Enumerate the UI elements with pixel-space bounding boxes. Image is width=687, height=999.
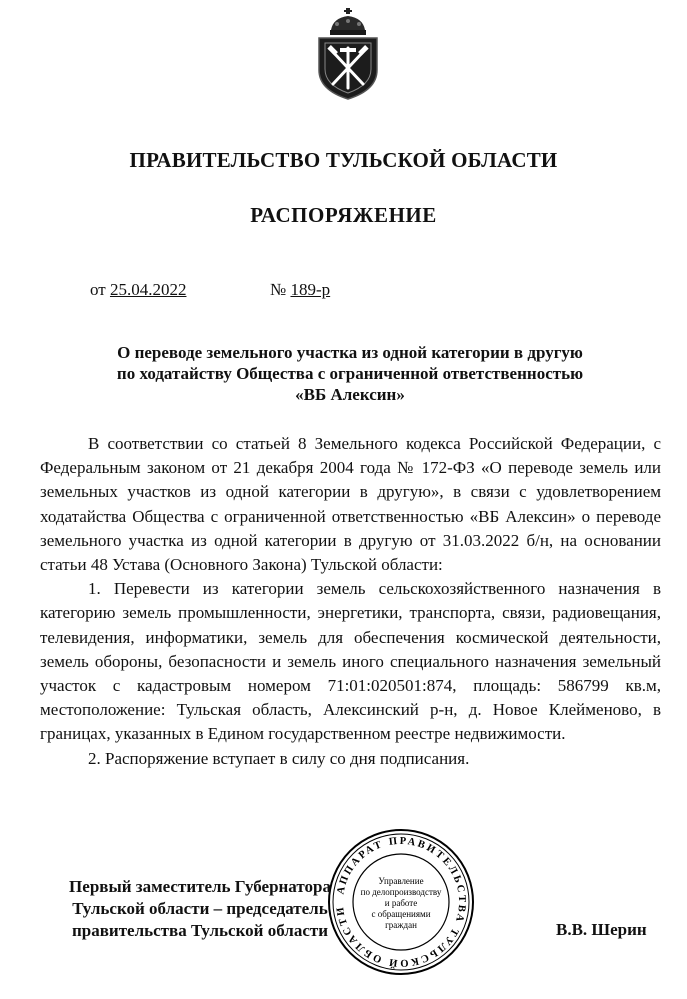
signer-title-line: Первый заместитель Губернатора <box>69 877 331 896</box>
signer-title-line: Тульской области – председатель <box>72 899 328 918</box>
document-body <box>40 432 661 771</box>
stamp-line: Управление <box>378 876 424 886</box>
number-prefix: № <box>270 280 287 299</box>
stamp-line: и работе <box>384 898 418 908</box>
stamp-line: по делопроизводству <box>360 887 442 897</box>
subject-line: по ходатайству Общества с ограниченной ответственностью <box>116 364 584 383</box>
date-value: 25.04.2022 <box>109 280 187 299</box>
organization-title: ПРАВИТЕЛЬСТВО ТУЛЬСКОЙ ОБЛАСТИ <box>129 148 558 172</box>
signer-title-line: правительства Тульской области <box>71 921 329 940</box>
subject-line: «ВБ Алексин» <box>295 385 405 404</box>
document-type: РАСПОРЯЖЕНИЕ <box>250 203 437 227</box>
body-paragraph-item-2: 2. Распоряжение вступает в силу со дня подписания. <box>88 748 470 768</box>
document-number <box>270 280 330 300</box>
stamp-line: граждан <box>385 920 417 930</box>
stamp-line: с обращениями <box>371 909 431 919</box>
body-paragraph-item-1: 1. Перевести из категории земель сельскохозяйственного назначения в категорию земель промышленности, энергетики, транспорта, связи, радиовещания, телевидения, информатики, земель для обеспечения космической деятельности, земель обороны, безопасности и земель иного специального назначения земельный участок с кадастровым номером 71:01:020501:874, площадь: 586799 кв.м, местоположение: Тульская область, Алексинский р-н, д. Новое Клейменово, в границах, указанных в Едином государственном реестре недвижимости. <box>40 579 661 744</box>
date-prefix: от <box>90 280 106 299</box>
stamp-ring-text: АППАРАТ ПРАВИТЕЛЬСТВА ТУЛЬСКОЙ ОБЛАСТИ <box>334 835 468 969</box>
signer-name: В.В. Шерин <box>556 920 647 939</box>
signer-title <box>50 876 350 942</box>
body-paragraph-preamble: В соответствии со статьей 8 Земельного кодекса Российской Федерации, с Федеральным законом от 21 декабря 2004 года № 172-ФЗ «О переводе земель или земельных участков из одной категории в другую», в связи с удовлетворением ходатайства Общества с ограниченной ответственностью «ВБ Алексин» о переводе земельного участка из одной категории в другую от 31.03.2022 б/н, на основании статьи 48 Устава (Основного Закона) Тульской области: <box>40 434 661 575</box>
document-subject <box>40 342 660 405</box>
coat-of-arms-icon <box>313 8 383 100</box>
number-value: 189-р <box>290 280 331 299</box>
document-date <box>90 280 186 300</box>
subject-line: О переводе земельного участка из одной категории в другую <box>117 343 583 362</box>
